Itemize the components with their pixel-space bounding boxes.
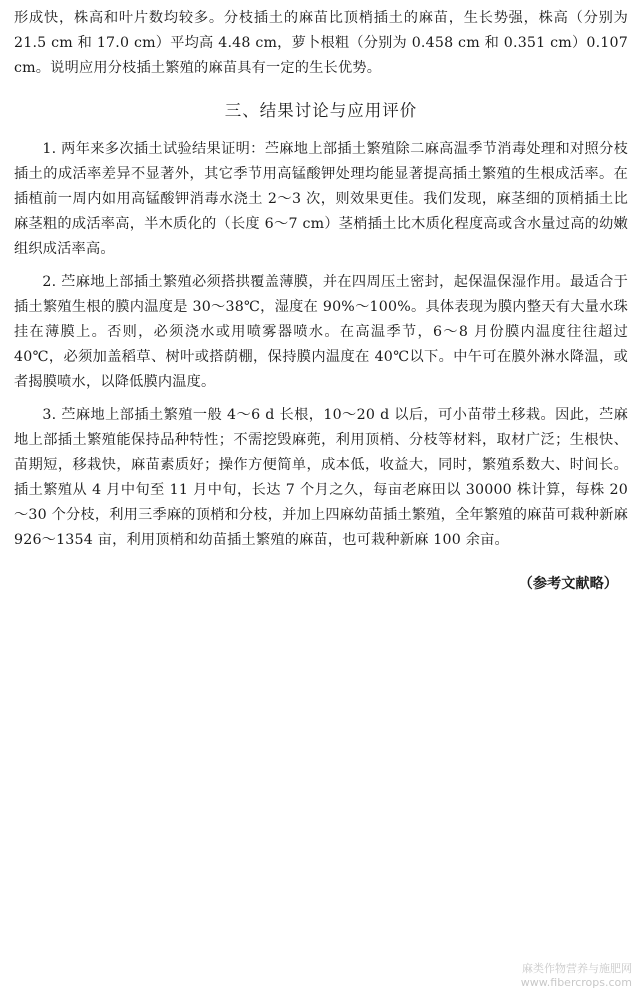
- section-title: 三、结果讨论与应用评价: [224, 101, 418, 120]
- paragraph-3: 3. 苎麻地上部插土繁殖一般 4～6 d 长根，10～20 d 以后，可小苗带土移栽。因此，苎麻地上部插土繁殖能保持品种特性；不需挖毁麻蔸，利用顶梢、分枝等材料，取材广泛；生根快、苗期短，移栽快，麻苗素质好；操作方便简单，成本低，收益大，同时，繁殖系数大、时间长。插土繁殖从 4 月中旬至 11 月中旬，长达 7 个月之久，每亩老麻田以 30000 株计算，每株 20～30 个分枝，利用三季麻的顶梢和分枝，并加上四麻幼苗插土繁殖，全年繁殖的麻苗可栽种新麻 926～1354 亩，利用顶梢和幼苗插土繁殖的麻苗，也可栽种新麻 100 余亩。: [14, 407, 628, 548]
- intro-paragraph: 形成快，株高和叶片数均较多。分枝插土的麻苗比顶梢插土的麻苗，生长势强，株高（分别为 21.5 cm 和 17.0 cm）平均高 4.48 cm，萝卜根粗（分别为 0.458 cm 和 0.351 cm）0.107 cm。说明应用分枝插土繁殖的麻苗具有一定的生长优势。: [14, 10, 628, 76]
- watermark-url: www.fibercrops.com: [520, 976, 632, 989]
- paragraph-1: 1. 两年来多次插土试验结果证明：苎麻地上部插土繁殖除二麻高温季节消毒处理和对照分枝插土的成活率差异不显著外，其它季节用高锰酸钾处理均能显著提高插土繁殖的生根成活率。在插植前一周内如用高锰酸钾消毒水浇土 2～3 次，则效果更佳。我们发现，麻茎细的顶梢插土比麻茎粗的成活率高，半木质化的（长度 6～7 cm）茎梢插土比木质化程度高或含水量过高的幼嫩组织成活率高。: [14, 141, 628, 257]
- references-note: （参考文献略）: [518, 576, 618, 592]
- watermark-title: 麻类作物营养与施肥网: [522, 962, 632, 975]
- site-watermark: [521, 962, 632, 990]
- paragraph-2: 2. 苎麻地上部插土繁殖必须搭拱覆盖薄膜，并在四周压土密封，起保温保湿作用。最适合于插土繁殖生根的膜内温度是 30～38℃，湿度在 90%～100%。具体表现为膜内整天有大量水珠挂在薄膜上。否则，必须浇水或用喷雾器喷水。在高温季节，6～8 月份膜内温度往往超过 40℃，必须加盖稻草、树叶或搭荫棚，保持膜内温度在 40℃以下。中午可在膜外淋水降温，或者揭膜喷水，以降低膜内温度。: [14, 274, 628, 390]
